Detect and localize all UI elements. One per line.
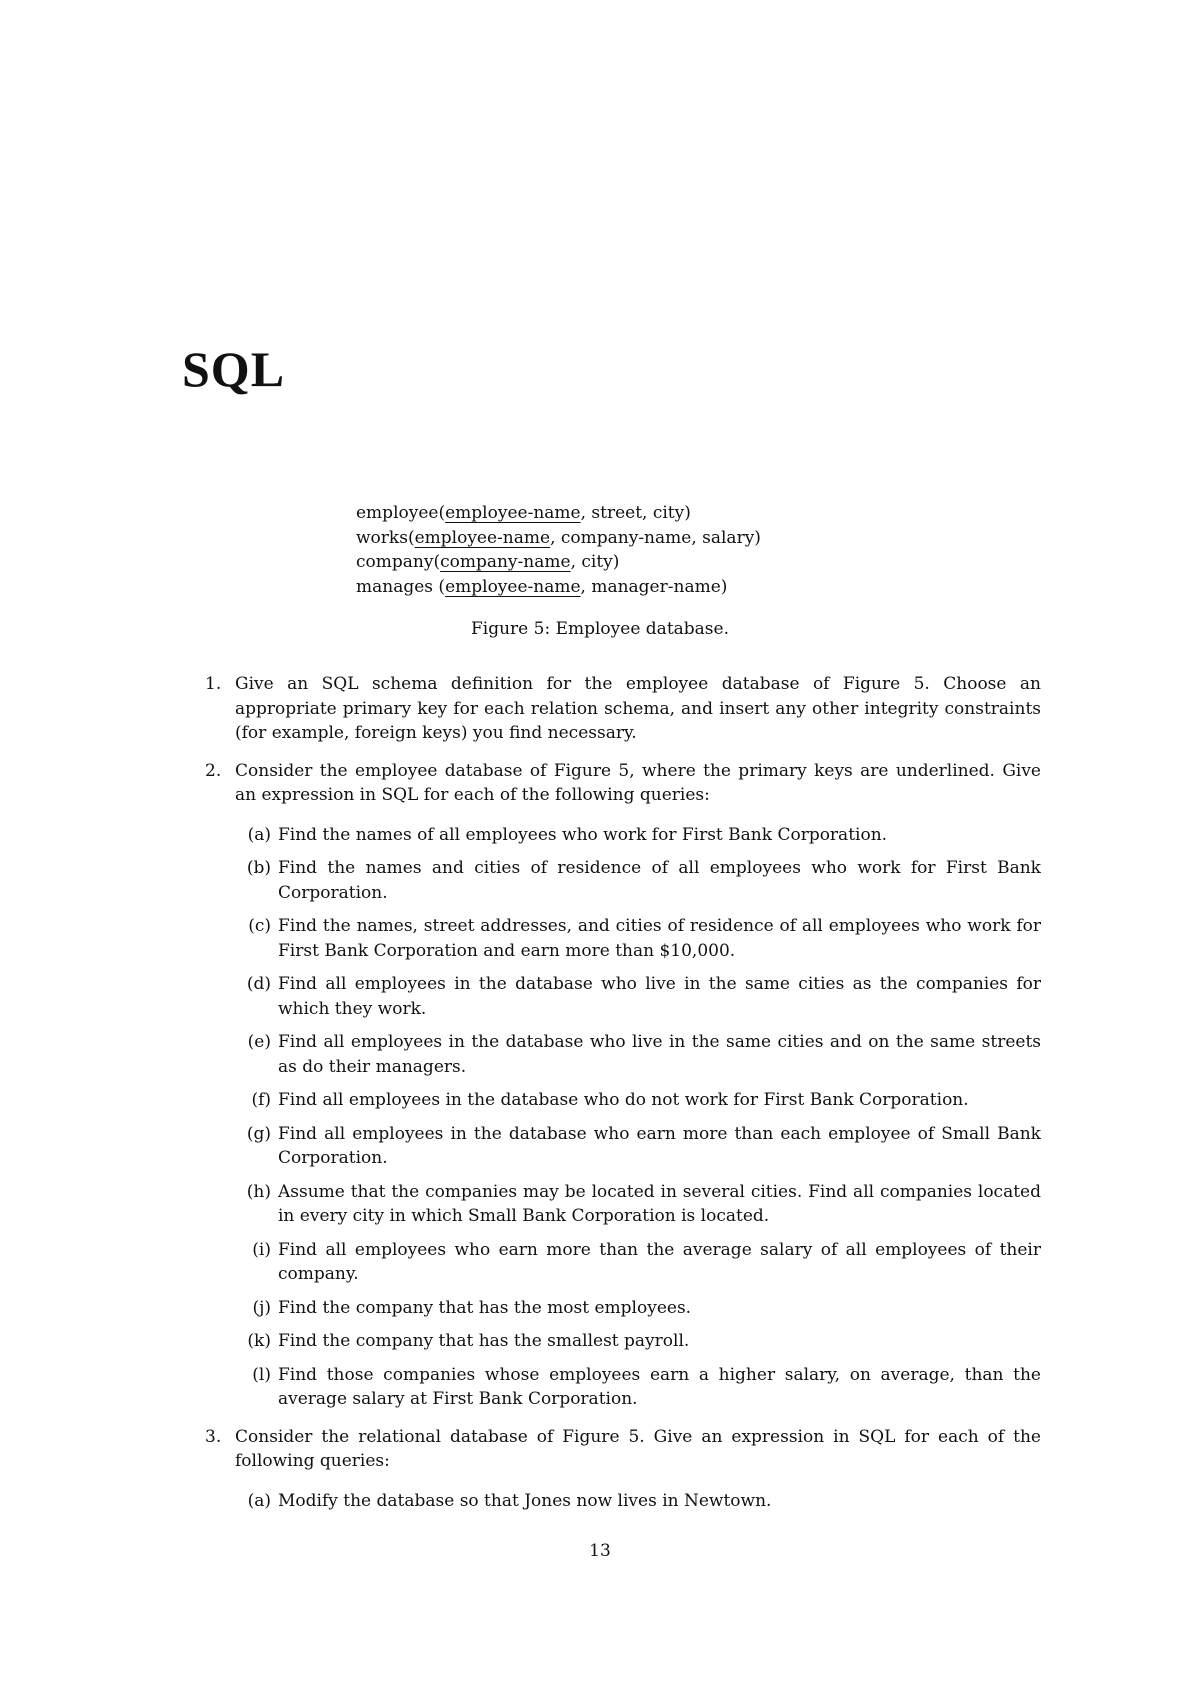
question-text: Consider the employee database of Figure 5, where the primary keys are underlined. Give an expression in SQL for each of the following queries:	[235, 760, 1041, 805]
schema-line-company: company(company-name, city)	[356, 552, 620, 572]
question-3	[205, 1425, 1041, 1514]
subquestion: (a) Find the names of all employees who work for First Bank Corporation.	[247, 824, 888, 845]
schema-figure	[356, 501, 761, 599]
page-number: 13	[589, 1541, 611, 1561]
chapter-title: SQL	[182, 341, 286, 397]
subquestion-list	[235, 1489, 1041, 1514]
question-number: 3.	[205, 1426, 222, 1447]
subquestion: (l) Find those companies whose employees earn a higher salary, on average, than the average salary at First Bank Corporation.	[252, 1364, 1041, 1409]
schema-line-works: works(employee-name, company-name, salary)	[356, 527, 761, 548]
question-1	[205, 672, 1041, 746]
question-number: 1.	[205, 674, 222, 694]
schema-line-employee: employee(employee-name, street, city)	[356, 503, 691, 523]
subquestion: (i) Find all employees who earn more than the average salary of all employees of their company.	[252, 1239, 1041, 1284]
subquestion: (c) Find the names, street addresses, and cities of residence of all employees who work for First Bank Corporation and earn more than $10,000.	[248, 916, 1041, 961]
question-list	[205, 672, 1041, 1526]
subquestion: (d) Find all employees in the database who live in the same cities as the companies for which they work.	[246, 974, 1041, 1019]
subquestion: (k) Find the company that has the smallest payroll.	[247, 1331, 690, 1351]
subquestion: (j) Find the company that has the most employees.	[252, 1297, 692, 1318]
primary-key: employee-name	[445, 576, 581, 597]
question-number: 2.	[205, 760, 222, 781]
question-2	[205, 759, 1041, 1412]
subquestion: (a) Modify the database so that Jones now lives in Newtown.	[247, 1490, 772, 1511]
primary-key: company-name	[440, 552, 571, 572]
subquestion: (g) Find all employees in the database who earn more than each employee of Small Bank Corporation.	[246, 1123, 1041, 1168]
subquestion-list	[235, 823, 1041, 1412]
question-text: Consider the relational database of Figure 5. Give an expression in SQL for each of the following queries:	[235, 1426, 1041, 1471]
subquestion: (f) Find all employees in the database who do not work for First Bank Corporation.	[251, 1090, 969, 1110]
subquestion: (h) Assume that the companies may be located in several cities. Find all companies located in every city in which Small Bank Corporation is located.	[246, 1181, 1041, 1226]
primary-key: employee-name	[445, 503, 581, 523]
question-text: Give an SQL schema definition for the employee database of Figure 5. Choose an appropriate primary key for each relation schema, and insert any other integrity constraints (for example, foreign keys) you find necessary.	[235, 674, 1041, 743]
subquestion: (b) Find the names and cities of residence of all employees who work for First Bank Corporation.	[246, 858, 1041, 903]
schema-line-manages: manages (employee-name, manager-name)	[356, 576, 728, 597]
subquestion: (e) Find all employees in the database who live in the same cities and on the same streets as do their managers.	[247, 1032, 1041, 1077]
primary-key: employee-name	[414, 527, 551, 548]
figure-caption: Figure 5: Employee database.	[470, 619, 729, 639]
